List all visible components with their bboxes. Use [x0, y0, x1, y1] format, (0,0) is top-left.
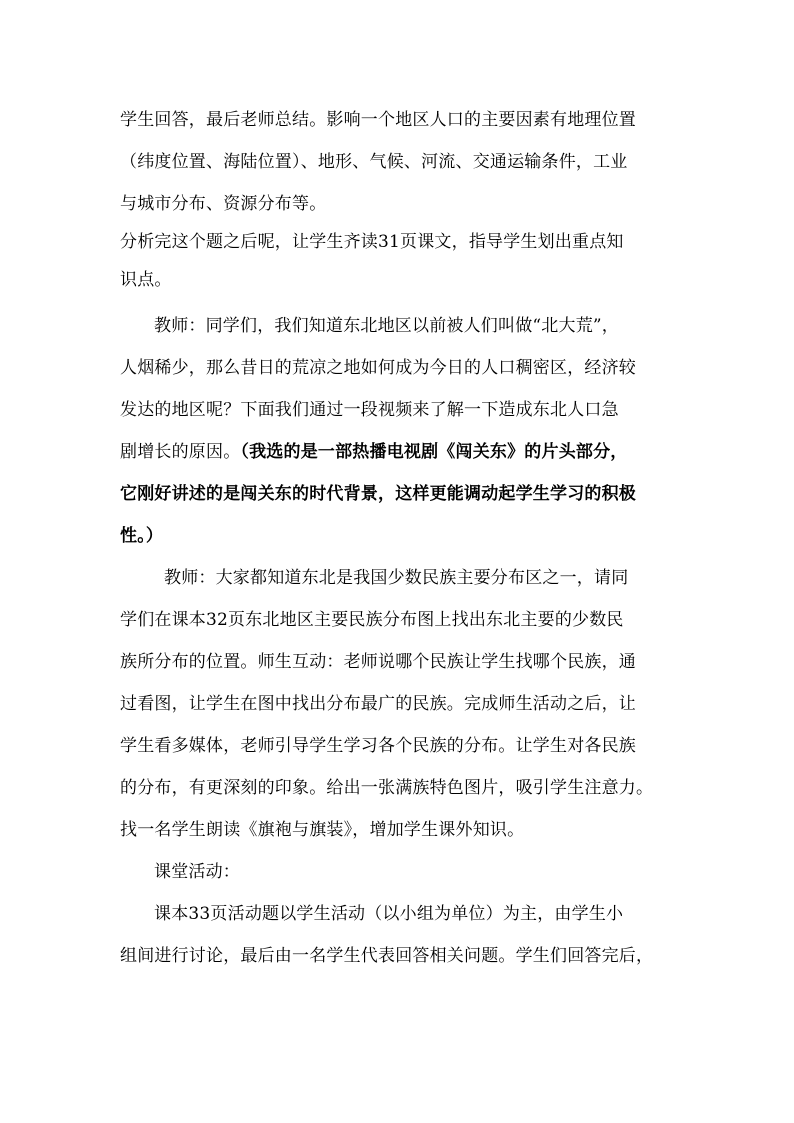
text-line: 学们在课本32页东北地区主要民族分布图上找出东北主要的少数民 — [120, 610, 624, 630]
text-line: 找一名学生朗读《旗袍与旗装》，增加学生课外知识。 — [120, 820, 525, 840]
text-line: （纬度位置、海陆位置）、地形、气候、河流、交通运输条件，工业 — [120, 152, 628, 172]
text-line: 学生回答，最后老师总结。影响一个地区人口的主要因素有地理位置 — [120, 110, 636, 130]
text-line: 族所分布的位置。师生互动：老师说哪个民族让学生找哪个民族，通 — [120, 652, 636, 672]
text-line: 组间进行讨论，最后由一名学生代表回答相关问题。学生们回答完后， — [120, 946, 654, 966]
text-span: 剧增长的原因。 — [120, 442, 241, 462]
text-line-mixed — [120, 440, 680, 464]
text-line: 教师：同学们，我们知道东北地区以前被人们叫做“北大荒”， — [154, 316, 619, 336]
bold-text-span: （我选的是一部热播电视剧《闯关东》的片头部分， — [240, 442, 628, 462]
text-line: 的分布，有更深刻的印象。给出一张满族特色图片，吸引学生注意力。 — [120, 778, 654, 798]
text-line: 课堂活动： — [154, 862, 240, 882]
text-line: 与城市分布、资源分布等。 — [120, 194, 327, 214]
text-line: 人烟稀少，那么昔日的荒凉之地如何成为今日的人口稠密区，经济较 — [120, 358, 636, 378]
bold-text-line: 性。） — [120, 526, 164, 546]
bold-text-line: 它刚好讲述的是闯关东的时代背景，这样更能调动起学生学习的积极 — [120, 484, 636, 504]
text-line: 分析完这个题之后呢，让学生齐读31页课文，指导学生划出重点知 — [120, 232, 624, 252]
text-line: 过看图，让学生在图中找出分布最广的民族。完成师生活动之后，让 — [120, 694, 636, 714]
text-line: 课本33页活动题以学生活动（以小组为单位）为主，由学生小 — [154, 904, 624, 924]
text-line: 学生看多媒体，老师引导学生学习各个民族的分布。让学生对各民族 — [120, 736, 636, 756]
text-line: 发达的地区呢？下面我们通过一段视频来了解一下造成东北人口急 — [120, 400, 619, 420]
text-line: 教师：大家都知道东北是我国少数民族主要分布区之一，请同 — [164, 568, 629, 588]
text-line: 识点。 — [120, 270, 172, 290]
